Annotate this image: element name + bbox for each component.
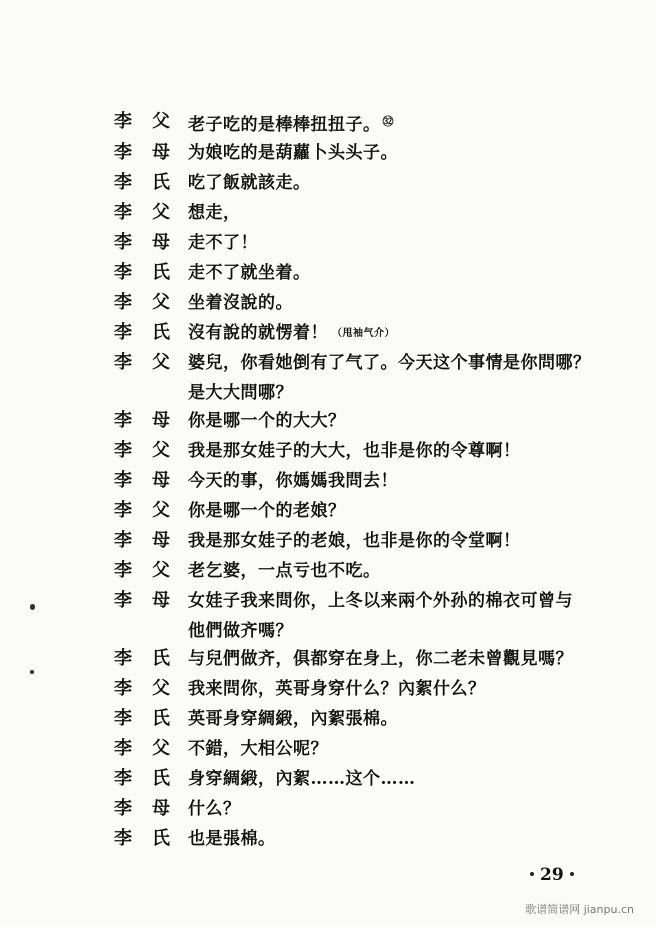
speaker-role: 母 [152, 470, 170, 491]
dialogue-speech: 吃了飯就該走。 [188, 173, 311, 193]
speaker-name [108, 497, 188, 525]
watermark: 歌谱简谱网 jianpu.cn [525, 903, 634, 916]
dialogue-speech: 今天的事，你媽媽我問去！ [188, 471, 398, 491]
dialogue-speech: 英哥身穿綢緞，內絮張棉。 [188, 709, 398, 729]
dialogue-line [108, 467, 628, 497]
dialogue-line [108, 825, 628, 855]
speaker-name [108, 675, 188, 703]
speaker-role: 母 [152, 590, 170, 611]
speaker-surname: 李 [114, 798, 132, 819]
dialogue-line [108, 645, 628, 675]
dialogue-speech: 走不了！ [188, 233, 258, 253]
speaker-name [108, 645, 188, 673]
speaker-surname: 李 [114, 232, 132, 253]
dialogue-speech: 沒有說的就愣着！ [188, 323, 328, 343]
speaker-surname: 李 [114, 590, 132, 611]
dialogue-text [188, 675, 628, 703]
speaker-name [108, 557, 188, 585]
speaker-surname: 李 [114, 322, 132, 343]
page-number [524, 865, 580, 885]
page-number-text: 29 [540, 865, 564, 885]
dialogue-speech: 想走， [188, 203, 241, 223]
dialogue-speech: 与兒們做齐，俱都穿在身上，你二老未曾觀見嗎？ [188, 649, 573, 669]
speaker-name [108, 795, 188, 823]
dialogue-text [188, 319, 628, 348]
ink-speck [30, 604, 35, 610]
dialogue-text [188, 645, 628, 673]
speaker-role: 父 [152, 738, 170, 759]
dialogue-speech: 老乞婆，一点亏也不吃。 [188, 561, 381, 581]
speaker-surname: 李 [114, 172, 132, 193]
dialogue-line [108, 259, 628, 289]
dialogue-text [188, 259, 628, 287]
speaker-role: 氏 [152, 648, 170, 669]
speaker-name [108, 765, 188, 793]
dialogue-text [188, 169, 628, 197]
dialogue-line [108, 795, 628, 825]
speaker-name [108, 349, 188, 377]
speaker-surname: 李 [114, 352, 132, 373]
dialogue-line [108, 319, 628, 349]
dialogue-text [188, 139, 628, 167]
dialogue-speech: 我是那女娃子的老娘，也非是你的令堂啊！ [188, 531, 521, 551]
dialogue-speech: 我来問你，英哥身穿什么？內絮什么？ [188, 679, 486, 699]
dialogue-text [188, 229, 628, 257]
dialogue-speech: 身穿綢緞，內絮……这个…… [188, 769, 416, 789]
speaker-surname: 李 [114, 678, 132, 699]
speaker-surname: 李 [114, 202, 132, 223]
speaker-name [108, 199, 188, 227]
dialogue-speech: 老子吃的是棒棒扭扭子。 [188, 115, 381, 135]
speaker-name [108, 229, 188, 257]
dialogue-text [188, 705, 628, 733]
bullet-dot [530, 872, 534, 876]
speaker-name [108, 587, 188, 615]
dialogue-text [188, 587, 628, 615]
ink-speck [30, 670, 34, 674]
dialogue-speech: 我是那女娃子的大大，也非是你的令尊啊！ [188, 441, 521, 461]
dialogue-speech: 也是張棉。 [188, 829, 276, 849]
dialogue-text [188, 199, 628, 227]
dialogue-line [108, 675, 628, 705]
dialogue-text [188, 735, 628, 763]
bullet-dot [570, 872, 574, 876]
speaker-surname: 李 [114, 530, 132, 551]
dialogue-text [188, 289, 628, 317]
dialogue-line [108, 735, 628, 765]
dialogue-text [188, 557, 628, 585]
dialogue-speech: 女娃子我来問你，上冬以来兩个外孙的棉衣可曾与 [188, 591, 573, 611]
dialogue-line [108, 437, 628, 467]
speaker-role: 氏 [152, 768, 170, 789]
dialogue-speech: 什么？ [188, 799, 241, 819]
dialogue-line [108, 705, 628, 735]
speaker-role: 父 [152, 202, 170, 223]
speaker-surname: 李 [114, 111, 132, 132]
dialogue-text [188, 437, 628, 465]
dialogue-line [108, 229, 628, 259]
dialogue-text [188, 825, 628, 853]
speaker-role: 氏 [152, 708, 170, 729]
dialogue-line [108, 199, 628, 229]
speaker-name [108, 705, 188, 733]
speaker-surname: 李 [114, 708, 132, 729]
speaker-surname: 李 [114, 440, 132, 461]
dialogue-line [108, 407, 628, 437]
dialogue-line [108, 108, 628, 139]
speaker-surname: 李 [114, 292, 132, 313]
dialogue-text [188, 527, 628, 555]
speaker-name [108, 139, 188, 167]
speaker-name [108, 407, 188, 435]
speaker-role: 氏 [152, 828, 170, 849]
footnote-marker: ㉜ [382, 115, 394, 128]
dialogue-text [188, 617, 628, 645]
speaker-name [108, 169, 188, 197]
speaker-surname: 李 [114, 560, 132, 581]
dialogue-line [108, 139, 628, 169]
speaker-surname: 李 [114, 648, 132, 669]
dialogue-speech: 不錯，大相公呢？ [188, 739, 328, 759]
dialogue-text [188, 467, 628, 495]
speaker-name [108, 437, 188, 465]
dialogue-speech: 为娘吃的是葫蘿卜头头子。 [188, 143, 398, 163]
speaker-role: 氏 [152, 322, 170, 343]
dialogue-speech: 是大大問哪？ [188, 383, 293, 403]
speaker-surname: 李 [114, 828, 132, 849]
speaker-role: 父 [152, 560, 170, 581]
speaker-role: 母 [152, 410, 170, 431]
speaker-role: 父 [152, 111, 170, 132]
speaker-role: 父 [152, 678, 170, 699]
speaker-role: 氏 [152, 172, 170, 193]
speaker-surname: 李 [114, 768, 132, 789]
speaker-name [108, 259, 188, 287]
dialogue-speech: 坐着沒說的。 [188, 293, 293, 313]
dialogue-line [108, 587, 628, 617]
speaker-role: 父 [152, 352, 170, 373]
dialogue-speech: 他們做齐嗎？ [188, 621, 293, 641]
speaker-role: 父 [152, 292, 170, 313]
dialogue-line [108, 497, 628, 527]
speaker-role: 母 [152, 232, 170, 253]
speaker-surname: 李 [114, 470, 132, 491]
dialogue-text [188, 795, 628, 823]
dialogue-speech: 你是哪一个的老娘？ [188, 501, 346, 521]
speaker-role: 父 [152, 440, 170, 461]
dialogue-text [188, 407, 628, 435]
speaker-name [108, 527, 188, 555]
dialogue-line [108, 765, 628, 795]
dialogue-line [108, 527, 628, 557]
speaker-name [108, 735, 188, 763]
speaker-name [108, 825, 188, 853]
speaker-name [108, 108, 188, 136]
stage-direction: （甩袖气介） [332, 328, 395, 339]
dialogue-continuation [108, 617, 628, 645]
speaker-name [108, 467, 188, 495]
speaker-role: 母 [152, 142, 170, 163]
dialogue-line [108, 169, 628, 199]
speaker-name [108, 289, 188, 317]
dialogue-text [188, 349, 628, 377]
script-dialogue [108, 108, 628, 855]
dialogue-text [188, 497, 628, 525]
dialogue-speech: 走不了就坐着。 [188, 263, 311, 283]
dialogue-speech: 婆兒，你看她倒有了气了。今天这个事情是你問哪？ [188, 353, 591, 373]
speaker-surname: 李 [114, 738, 132, 759]
speaker-surname: 李 [114, 142, 132, 163]
speaker-role: 氏 [152, 262, 170, 283]
speaker-surname: 李 [114, 262, 132, 283]
dialogue-line [108, 289, 628, 319]
dialogue-text [188, 765, 628, 793]
speaker-surname: 李 [114, 500, 132, 521]
speaker-role: 母 [152, 798, 170, 819]
speaker-role: 父 [152, 500, 170, 521]
speaker-surname: 李 [114, 410, 132, 431]
dialogue-speech: 你是哪一个的大大？ [188, 411, 346, 431]
dialogue-text [188, 108, 628, 139]
dialogue-text [188, 379, 628, 407]
dialogue-continuation [108, 379, 628, 407]
speaker-role: 母 [152, 530, 170, 551]
speaker-name [108, 319, 188, 347]
dialogue-line [108, 557, 628, 587]
dialogue-line [108, 349, 628, 379]
